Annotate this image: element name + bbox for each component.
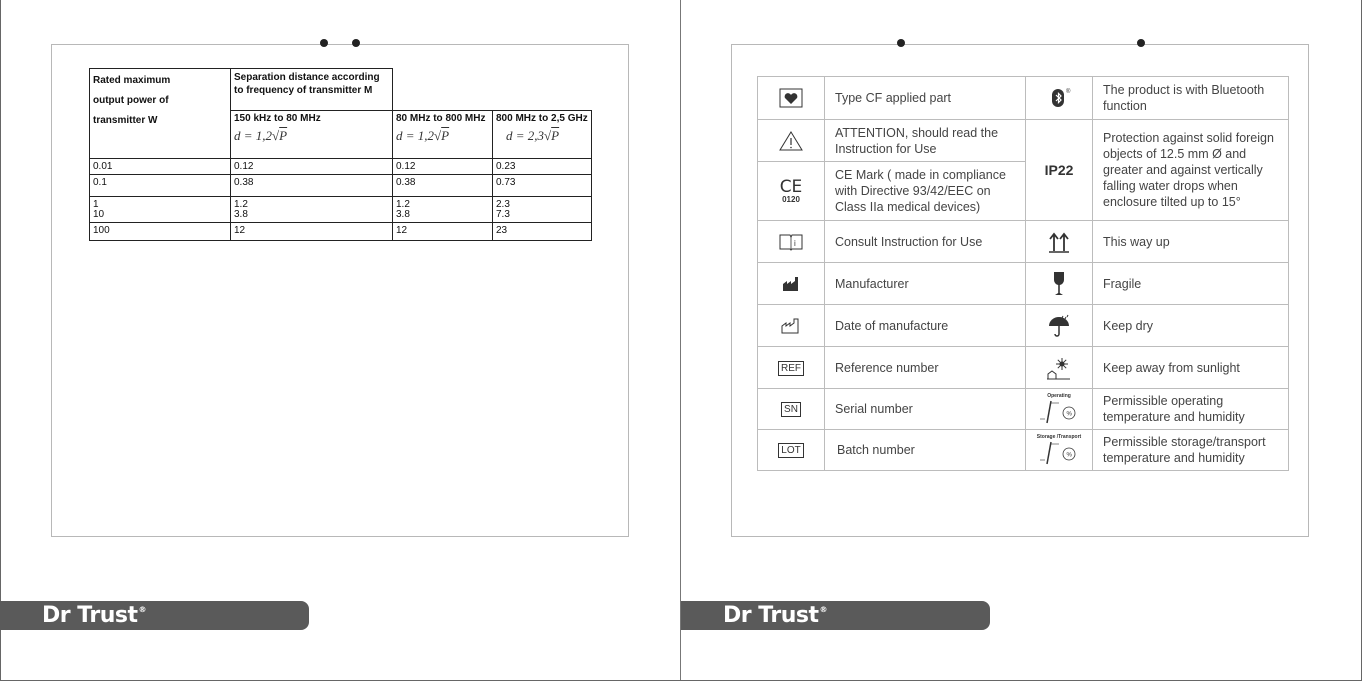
band-label: 80 MHz to 800 MHz	[396, 113, 486, 124]
formula-var: P	[279, 128, 288, 143]
svg-text:i: i	[794, 238, 796, 248]
band-label: 800 MHz to 2,5 GHz	[496, 113, 588, 124]
formula-lhs: d	[234, 128, 241, 143]
table-row	[758, 347, 1289, 389]
symbols-table	[757, 76, 1289, 471]
ref-label: REF	[778, 361, 804, 376]
cell: 0.1	[90, 175, 231, 197]
symbol-description: Consult Instruction for Use	[825, 221, 1026, 263]
table-row	[758, 120, 1289, 162]
cell	[393, 197, 493, 223]
cell: 23	[493, 223, 592, 241]
formula: d = 2,3√P	[506, 128, 560, 143]
symbol-description: This way up	[1093, 221, 1289, 263]
cell	[90, 197, 231, 223]
cell-value: 2.3	[496, 199, 510, 210]
band-label: 150 kHz to 80 MHz	[234, 113, 321, 124]
formula-var: P	[551, 128, 560, 143]
icon-caption: Operating	[1047, 393, 1071, 399]
factory-outline-icon	[758, 305, 825, 347]
cell-value: 1.2	[234, 199, 248, 210]
brand-logo	[723, 603, 827, 628]
ce-letters: CE	[779, 176, 803, 197]
storage-temp-humidity-icon	[1026, 430, 1093, 471]
symbol-description: Fragile	[1093, 263, 1289, 305]
lot-label: LOT	[778, 443, 803, 458]
symbol-description: Protection against solid foreign objects of 12.5 mm Ø and greater and against vertically falling water drops when enclosure tilted up to 15°	[1093, 120, 1289, 221]
warning-triangle-icon	[758, 120, 825, 162]
cell-value: 3.8	[396, 209, 410, 220]
header-line: output power of	[93, 95, 169, 106]
brand-logo	[42, 603, 146, 628]
ref-icon	[758, 347, 825, 389]
cell: 100	[90, 223, 231, 241]
symbol-description: Batch number	[825, 430, 1026, 471]
brand-reg: ®	[819, 605, 827, 614]
cell: 0.12	[231, 159, 393, 175]
band-2	[393, 111, 493, 159]
svg-text:%: %	[1066, 452, 1072, 459]
table-row	[758, 389, 1289, 430]
table-row	[90, 223, 592, 241]
lot-icon	[758, 430, 825, 471]
this-way-up-icon	[1026, 221, 1093, 263]
factory-icon	[758, 263, 825, 305]
cell: 0.12	[393, 159, 493, 175]
cell: 0.73	[493, 175, 592, 197]
binding-hole	[352, 39, 360, 47]
bluetooth-icon	[1026, 77, 1093, 120]
formula: d = 1,2√P	[234, 128, 288, 143]
cell-value: 10	[93, 209, 105, 220]
symbol-description: Keep dry	[1093, 305, 1289, 347]
formula-var: P	[441, 128, 450, 143]
band-1	[231, 111, 393, 159]
binding-hole	[897, 39, 905, 47]
manual-book-icon	[758, 221, 825, 263]
table-row	[90, 197, 592, 223]
band-3	[493, 111, 592, 159]
header-power	[90, 69, 231, 159]
header-blank	[393, 69, 592, 111]
cell: 0.01	[90, 159, 231, 175]
symbol-description: Serial number	[825, 389, 1026, 430]
header-line: Rated maximum	[93, 75, 171, 86]
svg-text:%: %	[1066, 411, 1072, 418]
table-row	[758, 77, 1289, 120]
header-separation: Separation distance according to frequency of transmitter M	[231, 69, 393, 111]
table-row	[758, 263, 1289, 305]
notified-body-number: 0120	[782, 194, 800, 204]
operating-temp-humidity-icon	[1026, 389, 1093, 430]
table-row	[90, 159, 592, 175]
cell	[493, 197, 592, 223]
icon-caption: Storage /Transport	[1036, 434, 1082, 440]
symbol-description: CE Mark ( made in compliance with Directive 93/42/EEC on Class IIa medical devices)	[825, 162, 1026, 221]
ce-mark-icon	[758, 162, 825, 221]
cell-value: 1	[93, 199, 99, 210]
table-row	[758, 221, 1289, 263]
brand-name: Dr Trust	[42, 603, 138, 628]
formula: d = 1,2√P	[396, 128, 450, 143]
cell	[231, 197, 393, 223]
table-row	[90, 175, 592, 197]
cell: 0.38	[231, 175, 393, 197]
cell-value: 7.3	[496, 209, 510, 220]
formula-coef: 1,2	[417, 128, 435, 143]
cell: 0.23	[493, 159, 592, 175]
formula-coef: 1,2	[255, 128, 273, 143]
cell: 0.38	[393, 175, 493, 197]
symbol-description: Date of manufacture	[825, 305, 1026, 347]
table-row	[758, 430, 1289, 471]
header-line: transmitter W	[93, 115, 158, 126]
cell: 12	[231, 223, 393, 241]
umbrella-icon	[1026, 305, 1093, 347]
ip-code: IP22	[1044, 162, 1074, 178]
formula-coef: 2,3	[527, 128, 545, 143]
binding-hole	[1137, 39, 1145, 47]
heart-applied-part-icon	[758, 77, 825, 120]
sunlight-icon	[1026, 347, 1093, 389]
brand-name: Dr Trust	[723, 603, 819, 628]
sn-label: SN	[781, 402, 801, 417]
table-row	[758, 305, 1289, 347]
symbol-description: The product is with Bluetooth function	[1093, 77, 1289, 120]
sn-icon	[758, 389, 825, 430]
cell-value: 1.2	[396, 199, 410, 210]
symbol-description: Type CF applied part	[825, 77, 1026, 120]
brand-reg: ®	[138, 605, 146, 614]
cell-value: 3.8	[234, 209, 248, 220]
separation-distance-table	[89, 68, 592, 241]
svg-text:®: ®	[1066, 89, 1071, 95]
cell: 12	[393, 223, 493, 241]
brand-bar	[681, 601, 990, 630]
binding-hole	[320, 39, 328, 47]
symbol-description: ATTENTION, should read the Instruction for Use	[825, 120, 1026, 162]
symbol-description: Manufacturer	[825, 263, 1026, 305]
symbol-description: Keep away from sunlight	[1093, 347, 1289, 389]
right-page	[681, 0, 1362, 681]
symbol-description: Reference number	[825, 347, 1026, 389]
ip-rating-icon	[1026, 120, 1093, 221]
symbol-description: Permissible operating temperature and humidity	[1093, 389, 1289, 430]
formula-lhs: d	[396, 128, 403, 143]
fragile-glass-icon	[1026, 263, 1093, 305]
brand-bar	[0, 601, 309, 630]
formula-lhs: d	[506, 128, 513, 143]
symbol-description: Permissible storage/transport temperature and humidity	[1093, 430, 1289, 471]
